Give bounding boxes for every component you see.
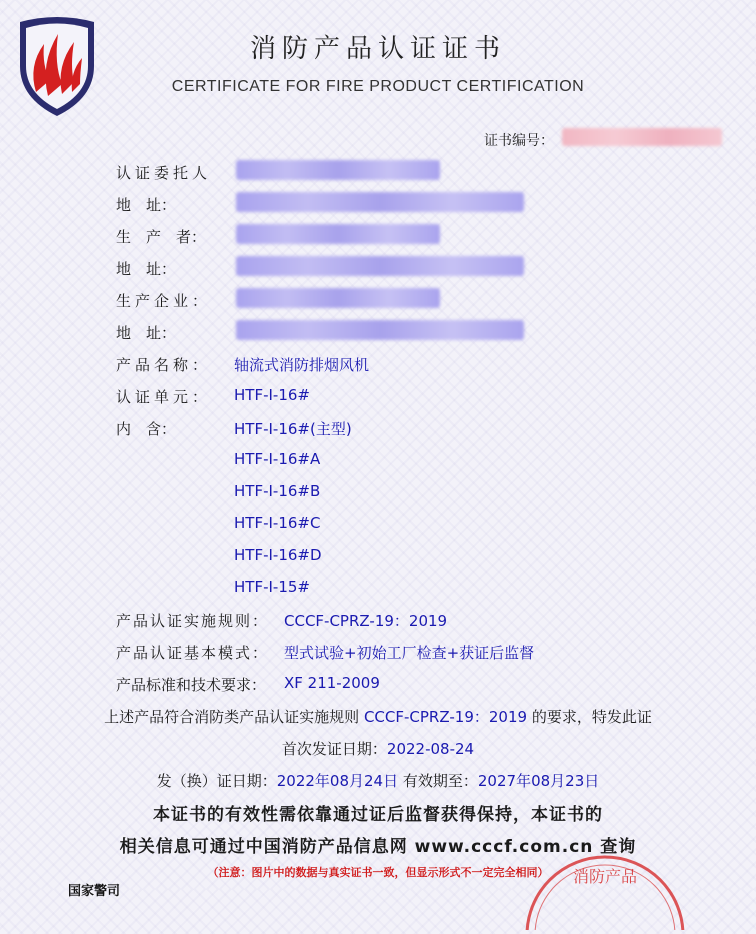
address-redacted-2 xyxy=(236,256,524,276)
certificate-title-en: CERTIFICATE FOR FIRE PRODUCT CERTIFICATION xyxy=(171,78,585,95)
unit-label: 认证单元： xyxy=(116,388,212,406)
certificate-number-label: 证书编号： xyxy=(484,133,554,149)
address-label-2: 地 址： xyxy=(116,260,177,278)
unit-value: HTF-I-16# xyxy=(234,386,310,404)
contains-item: HTF-I-16#B xyxy=(234,482,321,500)
certificate-number-redacted xyxy=(562,128,722,146)
seal-text: 消防产品 xyxy=(572,867,638,886)
contains-item: HTF-I-16#C xyxy=(234,514,321,532)
enterprise-redacted xyxy=(236,288,440,308)
contains-item: HTF-I-16#D xyxy=(234,546,322,564)
contains-item: HTF-I-16#A xyxy=(234,450,321,468)
address-redacted-1 xyxy=(236,192,524,212)
product-name-value: 轴流式消防排烟风机 xyxy=(234,356,370,374)
client-label: 认证委托人 xyxy=(116,164,212,182)
product-name-label: 产品名称： xyxy=(116,356,212,374)
standard-value: XF 211-2009 xyxy=(284,674,380,692)
mode-label: 产品认证基本模式： xyxy=(116,644,270,662)
contains-item: HTF-I-16#(主型) xyxy=(234,420,352,438)
bottom-stamp-text: 国家警司 xyxy=(68,884,121,899)
producer-redacted xyxy=(236,224,440,244)
official-seal-icon xyxy=(520,840,690,930)
contains-item: HTF-I-15# xyxy=(234,578,310,596)
producer-label: 生 产 者： xyxy=(116,228,207,246)
validity-note-line2: 相关信息可通过中国消防产品信息网 www.cccf.com.cn 查询 xyxy=(119,837,637,857)
rule-value: CCCF-CPRZ-19：2019 xyxy=(284,612,448,630)
disclaimer-note: （注意：图片中的数据与真实证书一致，但显示形式不一定完全相同） xyxy=(207,866,549,879)
address-redacted-3 xyxy=(236,320,524,340)
client-redacted xyxy=(236,160,440,180)
validity-note-line1: 本证书的有效性需依靠通过证后监督获得保持，本证书的 xyxy=(153,805,603,825)
mode-value: 型式试验+初始工厂检查+获证后监督 xyxy=(284,644,535,662)
conformity-statement: 上述产品符合消防类产品认证实施规则 CCCF-CPRZ-19：2019 的要求，特发此证 xyxy=(104,708,652,726)
rule-label: 产品认证实施规则： xyxy=(116,612,270,630)
certificate-title-cn: 消防产品认证证书 xyxy=(249,34,506,64)
address-label-3: 地 址： xyxy=(116,324,177,342)
address-label-1: 地 址： xyxy=(116,196,177,214)
contains-label: 内 含： xyxy=(116,420,177,438)
first-issue-date: 首次发证日期：2022-08-24 xyxy=(281,740,475,758)
standard-label: 产品标准和技术要求： xyxy=(116,676,267,694)
issue-validity-dates: 发（换）证日期：2022年08月24日 有效期至：2027年08月23日 xyxy=(156,772,600,790)
enterprise-label: 生产企业： xyxy=(116,292,212,310)
